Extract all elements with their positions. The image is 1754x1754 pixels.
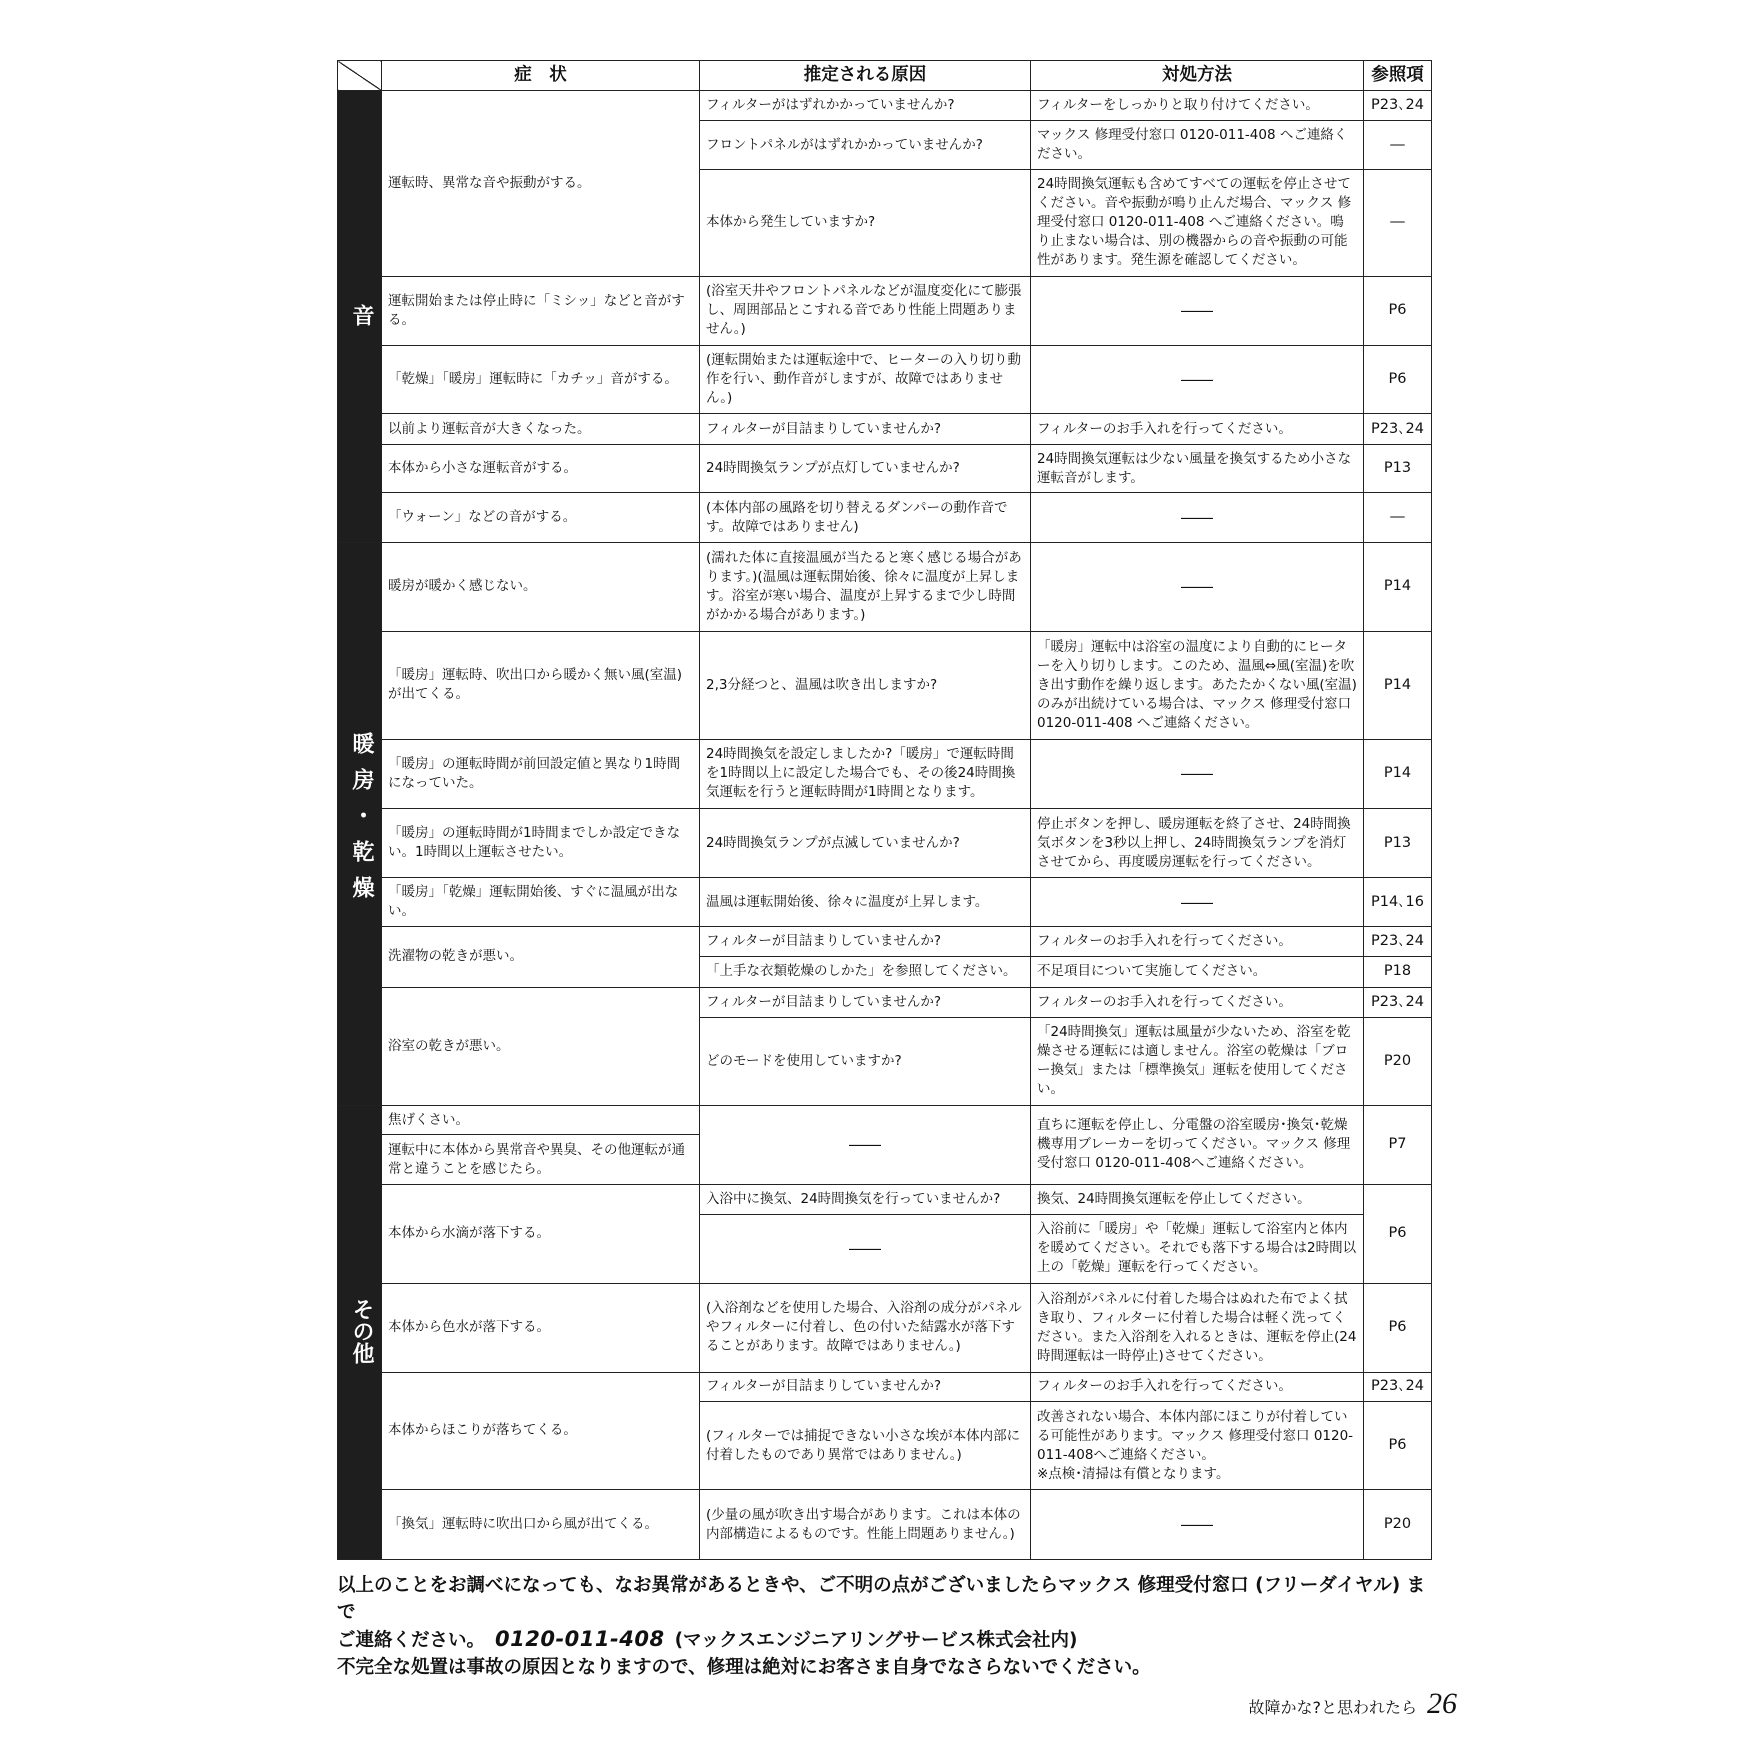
cause-cell: (濡れた体に直接温風が当たると寒く感じる場合があります。)(温風は運転開始後、徐々に温度が上昇します。浴室が寒い場合、温度が上昇するまで少し時間がかかる場合があります。) [700,542,1031,631]
ref-cell: P6 [1364,277,1432,346]
notice-line-2-suffix: (マックスエンジニアリングサービス株式会社内) [674,1630,1078,1651]
cause-cell: (本体内部の風路を切り替えるダンパーの動作音です。故障ではありません) [700,493,1031,543]
table-row [338,414,1432,444]
ref-cell: P14 [1364,542,1432,631]
ref-cell: P13 [1364,808,1432,878]
table-row [338,1283,1432,1372]
cause-cell: 入浴中に換気、24時間換気を行っていませんか? [700,1184,1031,1214]
ref-cell: P23､24 [1364,926,1432,956]
header-ref: 参照項 [1364,61,1432,91]
ref-cell: P23､24 [1364,414,1432,444]
symptom-cell: 「ウォーン」などの音がする。 [382,493,700,543]
symptom-cell: 暖房が暖かく感じない。 [382,542,700,631]
cause-cell: フィルターが目詰まりしていませんか? [700,1372,1031,1401]
table-row [338,878,1432,927]
cause-cell: 温風は運転開始後、徐々に温度が上昇します。 [700,878,1031,927]
phone-number: 0120-011-408 [495,1627,665,1651]
cause-cell: 本体から発生していますか? [700,169,1031,276]
ref-cell: ― [1364,169,1432,276]
remedy-cell: マックス 修理受付窓口 0120-011-408 へご連絡ください。 [1031,121,1364,170]
ref-cell: P23､24 [1364,91,1432,121]
symptom-cell: 運転中に本体から異常音や異臭、その他運転が通常と違うことを感じたら。 [382,1135,700,1185]
notice-line-2-prefix: ご連絡ください。 [337,1630,486,1651]
remedy-cell: 入浴前に「暖房」や「乾燥」運転して浴室内と体内を暖めてください。それでも落下する場合は2時間以上の「乾燥」運転を行ってください。 [1031,1215,1364,1284]
symptom-cell: 運転開始または停止時に「ミシッ」などと音がする。 [382,277,700,346]
remedy-cell: 停止ボタンを押し、暖房運転を終了させ、24時間換気ボタンを3秒以上押し、24時間換気ランプを消灯させてから、再度暖房運転を行ってください。 [1031,808,1364,878]
notice-line-1: 以上のことをお調べになっても、なお異常があるときや、ご不明の点がございましたらマックス 修理受付窓口 (フリーダイヤル) まで [337,1575,1426,1623]
remedy-cell: 「24時間換気」運転は風量が少ないため、浴室を乾燥させる運転には適しません。浴室の乾燥は「ブロー換気」または「標準換気」運転を使用してください。 [1031,1017,1364,1105]
ref-cell: P13 [1364,444,1432,493]
cause-cell: (運転開始または運転途中で、ヒーターの入り切り動作を行い、動作音がしますが、故障ではありません。) [700,345,1031,414]
cause-cell: 24時間換気ランプが点灯していませんか? [700,444,1031,493]
ref-cell: P6 [1364,345,1432,414]
remedy-cell: フィルターをしっかりと取り付けてください。 [1031,91,1364,121]
table-row [338,631,1432,739]
symptom-cell: 洗濯物の乾きが悪い。 [382,926,700,987]
remedy-cell: 24時間換気運転は少ない風量を換気するため小さな運転音がします。 [1031,444,1364,493]
table-row [338,808,1432,878]
cause-cell: (フィルターでは捕捉できない小さな埃が本体内部に付着したものであり異常ではありません。) [700,1402,1031,1490]
symptom-cell: 「暖房」「乾燥」運転開始後、すぐに温風が出ない。 [382,878,700,927]
remedy-cell: 入浴剤がパネルに付着した場合はぬれた布でよく拭き取り、フィルターに付着した場合は軽く洗ってください。また入浴剤を入れるときは、運転を停止(24時間運転は一時停止)させてください。 [1031,1283,1364,1372]
remedy-cell: フィルターのお手入れを行ってください。 [1031,1372,1364,1401]
symptom-cell: 本体から水滴が落下する。 [382,1184,700,1283]
remedy-cell: 「暖房」運転中は浴室の温度により自動的にヒーターを入り切りします。このため、温風⇔風(室温)を吹き出す動作を繰り返します。あたたかくない風(室温)のみが出続けている場合は、マックス 修理受付窓口 0120-011-408 へご連絡ください。 [1031,631,1364,739]
remedy-cell: フィルターのお手入れを行ってください。 [1031,987,1364,1017]
symptom-cell: 運転時、異常な音や振動がする。 [382,91,700,277]
ref-cell: P14 [1364,739,1432,808]
table-row [338,926,1432,956]
category-sound: 音 [338,91,382,543]
symptom-cell: 浴室の乾きが悪い。 [382,987,700,1105]
cause-cell: どのモードを使用していますか? [700,1017,1031,1105]
cause-cell: (浴室天井やフロントパネルなどが温度変化にて膨張し、周囲部品とこすれる音であり性能上問題ありません。) [700,277,1031,346]
page-number: 26 [1427,1687,1457,1720]
troubleshooting-table [337,60,1432,1560]
category-other: その他 [338,1105,382,1559]
remedy-cell: 換気、24時間換気運転を停止してください。 [1031,1184,1364,1214]
remedy-cell: 直ちに運転を停止し、分電盤の浴室暖房･換気･乾燥機専用ブレーカーを切ってください。マックス 修理受付窓口 0120-011-408へご連絡ください。 [1031,1105,1364,1184]
ref-cell: P6 [1364,1283,1432,1372]
ref-cell: P18 [1364,957,1432,987]
table-row [338,444,1432,493]
cause-cell: ―― [700,1105,1031,1184]
cause-cell: フィルターが目詰まりしていませんか? [700,987,1031,1017]
table-row [338,542,1432,631]
remedy-cell: ―― [1031,345,1364,414]
cause-cell: ―― [700,1215,1031,1284]
cause-cell: (入浴剤などを使用した場合、入浴剤の成分がパネルやフィルターに付着し、色の付いた結露水が落下することがあります。故障ではありません。) [700,1283,1031,1372]
ref-cell: P6 [1364,1402,1432,1490]
remedy-cell: 24時間換気運転も含めてすべての運転を停止させてください。音や振動が鳴り止んだ場合、マックス 修理受付窓口 0120-011-408 へご連絡ください。鳴り止まない場合は、別の機器からの音や振動の可能性があります。発生源を確認してください。 [1031,169,1364,276]
cause-cell: 2,3分経つと、温風は吹き出しますか? [700,631,1031,739]
remedy-cell: ―― [1031,739,1364,808]
cause-cell: (少量の風が吹き出す場合があります。これは本体の内部構造によるものです。性能上問題ありません。) [700,1490,1031,1560]
ref-cell: P23､24 [1364,987,1432,1017]
cause-cell: 24時間換気を設定しましたか?「暖房」で運転時間を1時間以上に設定した場合でも、その後24時間換気運転を行うと運転時間が1時間となります。 [700,739,1031,808]
symptom-cell: 「暖房」の運転時間が前回設定値と異なり1時間になっていた。 [382,739,700,808]
cause-cell: 「上手な衣類乾燥のしかた」を参照してください。 [700,957,1031,987]
header-remedy: 対処方法 [1031,61,1364,91]
table-row [338,987,1432,1017]
ref-cell: P7 [1364,1105,1432,1184]
header-corner-cell [338,61,382,91]
symptom-cell: 「換気」運転時に吹出口から風が出てくる。 [382,1490,700,1560]
cause-cell: フロントパネルがはずれかかっていませんか? [700,121,1031,170]
table-row [338,1105,1432,1134]
cause-cell: フィルターがはずれかかっていませんか? [700,91,1031,121]
table-row [338,493,1432,543]
table-row [338,1490,1432,1560]
symptom-cell: 焦げくさい。 [382,1105,700,1134]
cause-cell: フィルターが目詰まりしていませんか? [700,414,1031,444]
ref-cell: P20 [1364,1490,1432,1560]
remedy-cell: フィルターのお手入れを行ってください。 [1031,926,1364,956]
table-row [338,277,1432,346]
remedy-text: 改善されない場合、本体内部にほこりが付着している可能性があります。マックス 修理受付窓口 0120-011-408へご連絡ください。 [1037,1408,1354,1463]
remedy-cell: フィルターのお手入れを行ってください。 [1031,414,1364,444]
symptom-cell: 本体から小さな運転音がする。 [382,444,700,493]
header-symptom: 症 状 [382,61,700,91]
notice-line-2 [337,1626,1437,1654]
notice-line-3: 不完全な処置は事故の原因となりますので、修理は絶対にお客さま自身でなさらないでください。 [337,1657,1151,1678]
remedy-cell: ―― [1031,878,1364,927]
symptom-cell: 「乾燥」「暖房」運転時に「カチッ」音がする。 [382,345,700,414]
remedy-note: ※点検･清掃は有償となります。 [1037,1465,1230,1482]
table-row [338,345,1432,414]
remedy-cell: 不足項目について実施してください。 [1031,957,1364,987]
ref-cell: ― [1364,121,1432,170]
symptom-cell: 本体から色水が落下する。 [382,1283,700,1372]
symptom-cell: 「暖房」運転時、吹出口から暖かく無い風(室温)が出てくる。 [382,631,700,739]
table-row [338,739,1432,808]
remedy-cell: ―― [1031,542,1364,631]
symptom-cell: 「暖房」の運転時間が1時間までしか設定できない。1時間以上運転させたい。 [382,808,700,878]
table-row [338,1184,1432,1214]
table-header-row [338,61,1432,91]
ref-cell: P6 [1364,1184,1432,1283]
ref-cell: P14 [1364,631,1432,739]
remedy-cell: ―― [1031,277,1364,346]
ref-cell: P20 [1364,1017,1432,1105]
contact-notice [337,1572,1437,1681]
table-row [338,1372,1432,1401]
ref-cell: ― [1364,493,1432,543]
remedy-cell [1031,1402,1364,1490]
cause-cell: フィルターが目詰まりしていませんか? [700,926,1031,956]
section-label: 故障かな?と思われたら [1248,1698,1417,1717]
cause-cell: 24時間換気ランプが点滅していませんか? [700,808,1031,878]
table-row [338,91,1432,121]
remedy-cell: ―― [1031,493,1364,543]
ref-cell: P23､24 [1364,1372,1432,1401]
remedy-cell: ―― [1031,1490,1364,1560]
page-footer [1249,1687,1458,1721]
symptom-cell: 本体からほこりが落ちてくる。 [382,1372,700,1489]
ref-cell: P14､16 [1364,878,1432,927]
header-cause: 推定される原因 [700,61,1031,91]
symptom-cell: 以前より運転音が大きくなった。 [382,414,700,444]
category-heating-drying: 暖房・乾燥 [338,542,382,1105]
